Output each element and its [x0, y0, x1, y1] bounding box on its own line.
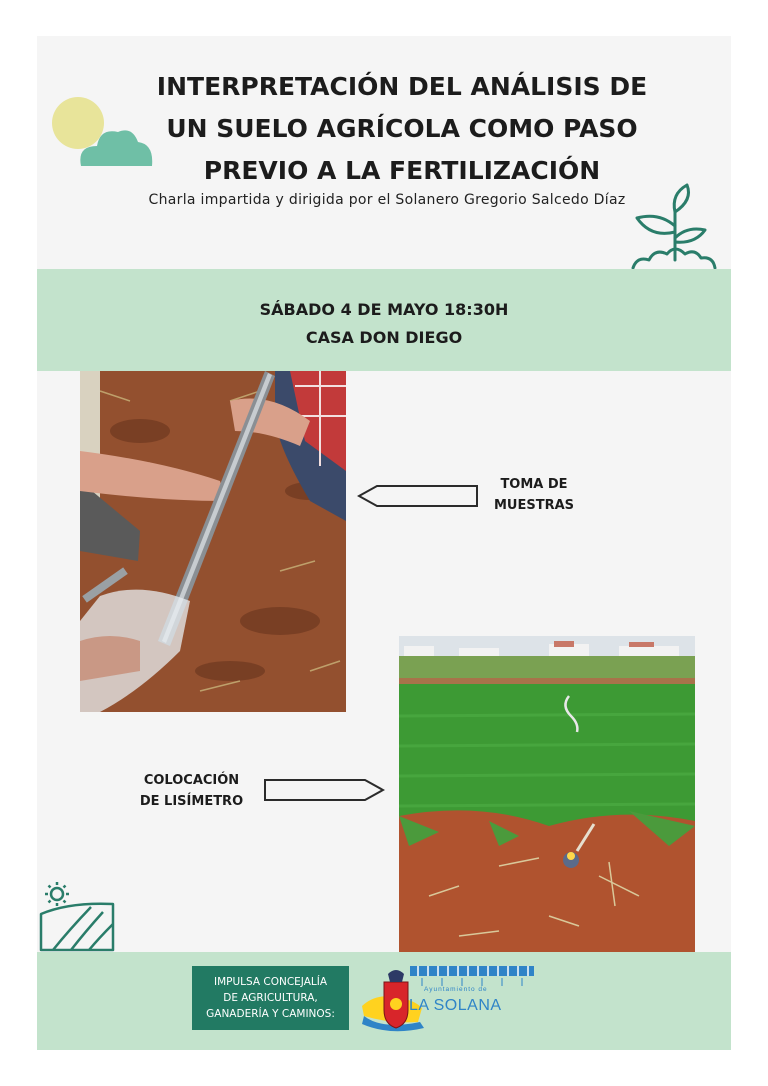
title-line-1: INTERPRETACIÓN DEL ANÁLISIS DE	[156, 72, 648, 101]
town-logo	[362, 964, 537, 1038]
title-line-2: UN SUELO AGRÍCOLA COMO PASO	[166, 114, 638, 143]
lysimeter-label-line-1: COLOCACIÓN	[143, 773, 240, 788]
arrow-left-icon	[357, 484, 479, 508]
sponsor-line-2: DE AGRICULTURA,	[223, 992, 318, 1004]
poster-title	[132, 66, 672, 192]
logo-name: LA SOLANA	[409, 997, 502, 1014]
lysimeter-label-line-2: DE LISÍMETRO	[139, 794, 244, 809]
footer-band	[37, 952, 731, 1050]
sponsor-line-3: GANADERÍA Y CAMINOS:	[206, 1008, 335, 1020]
flyer	[37, 36, 731, 1050]
field-sun-icon	[39, 880, 117, 952]
sampling-label-line-1: TOMA DE	[500, 477, 568, 492]
lysimeter-label	[129, 770, 254, 812]
subtitle: Charla impartida y dirigida por el Solanero Gregorio Salcedo Díaz	[148, 192, 626, 208]
logo-small-text: Ayuntamiento de	[424, 986, 488, 993]
event-details	[37, 296, 731, 352]
sprout-icon	[629, 182, 719, 270]
event-band	[37, 269, 731, 371]
sponsor-line-1: IMPULSA CONCEJALÍA	[213, 976, 328, 988]
event-venue: CASA DON DIEGO	[305, 328, 463, 347]
sampling-label	[484, 474, 584, 516]
title-line-3: PREVIO A LA FERTILIZACIÓN	[203, 156, 601, 185]
lysimeter-field-photo	[399, 636, 695, 954]
arrow-right-icon	[263, 778, 385, 802]
sampling-label-line-2: MUESTRAS	[493, 498, 575, 513]
event-date-time: SÁBADO 4 DE MAYO 18:30H	[259, 300, 509, 319]
sponsor-box	[192, 966, 349, 1030]
soil-sampling-photo	[80, 371, 346, 712]
